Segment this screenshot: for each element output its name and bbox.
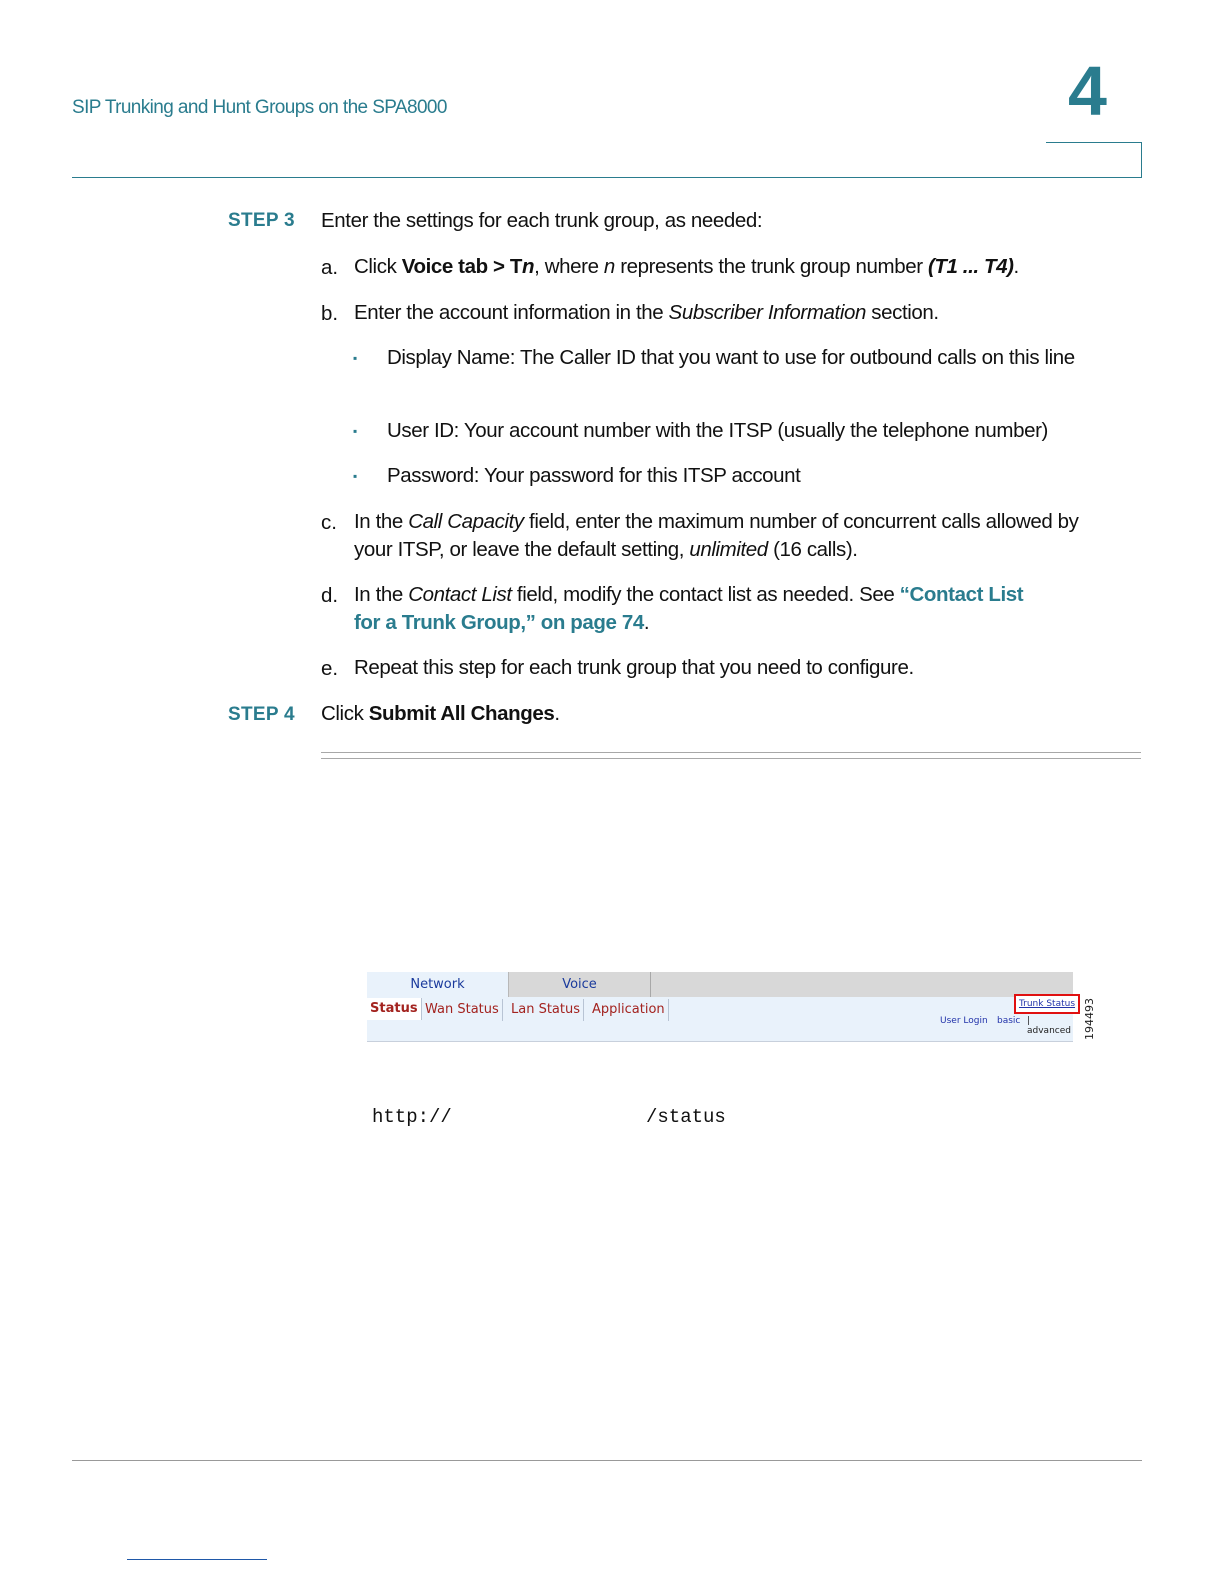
subtab-lan-status[interactable]: Lan Status (508, 999, 584, 1021)
item-c-text: In the Call Capacity field, enter the maximum number of concurrent calls allowed by your ITSP, or leave the default setting, unlimited (16 calls). (354, 510, 1079, 561)
bullet-display-name: Display Name: The Caller ID that you want to use for outbound calls on this line (387, 346, 1075, 369)
step-4-label: STEP 4 (228, 704, 295, 725)
separator-rule (321, 758, 1141, 759)
item-e-letter: e. (321, 657, 339, 680)
item-d-letter: d. (321, 584, 339, 607)
item-a-letter: a. (321, 256, 339, 279)
url-prefix: http:// (372, 1106, 452, 1128)
url-suffix: /status (646, 1106, 726, 1128)
bullet-user-id: User ID: Your account number with the ITSP (usually the telephone number) (387, 419, 1048, 442)
tab-voice[interactable]: Voice (509, 972, 651, 997)
basic-link[interactable]: basic (997, 1016, 1021, 1026)
ui-screenshot-figure (367, 972, 1075, 1042)
tab-network[interactable]: Network (367, 972, 509, 997)
footer-link-rule (127, 1559, 267, 1560)
chapter-number: 4 (1068, 52, 1107, 130)
header-tab-box (1046, 142, 1142, 178)
page-header-title: SIP Trunking and Hunt Groups on the SPA8000 (72, 97, 447, 118)
bullet-icon: ▪ (353, 424, 358, 438)
header-rule (72, 177, 1142, 178)
step-4-text: Click Submit All Changes. (321, 702, 560, 725)
trunk-status-link[interactable]: Trunk Status (1014, 994, 1080, 1014)
item-d-text: In the Contact List field, modify the contact list as needed. See “Contact List for a Trunk Group,” on page 74. (354, 583, 1024, 634)
subtab-application[interactable]: Application (589, 999, 669, 1021)
subtab-wan-status[interactable]: Wan Status (422, 999, 503, 1021)
bullet-icon: ▪ (353, 469, 358, 483)
item-e-text: Repeat this step for each trunk group that you need to configure. (354, 656, 914, 679)
item-b-letter: b. (321, 302, 339, 325)
item-b-text: Enter the account information in the Subscriber Information section. (354, 301, 939, 324)
contact-list-link[interactable]: “Contact List for a Trunk Group,” on page 74 (354, 583, 1024, 634)
step-3-text: Enter the settings for each trunk group, as needed: (321, 209, 763, 232)
step-3-label: STEP 3 (228, 210, 295, 231)
bullet-icon: ▪ (353, 351, 358, 365)
footer-rule (72, 1460, 1142, 1461)
figure-id: 194493 (1083, 998, 1096, 1040)
separator-rule (321, 752, 1141, 753)
item-c-letter: c. (321, 511, 337, 534)
advanced-link[interactable]: | advanced (1027, 1016, 1071, 1036)
subtab-status[interactable]: Status (367, 998, 422, 1020)
bullet-password: Password: Your password for this ITSP account (387, 464, 801, 487)
item-a-text: Click Voice tab > Tn, where n represents the trunk group number (T1 ... T4). (354, 255, 1019, 278)
user-login-link[interactable]: User Login (940, 1016, 988, 1026)
